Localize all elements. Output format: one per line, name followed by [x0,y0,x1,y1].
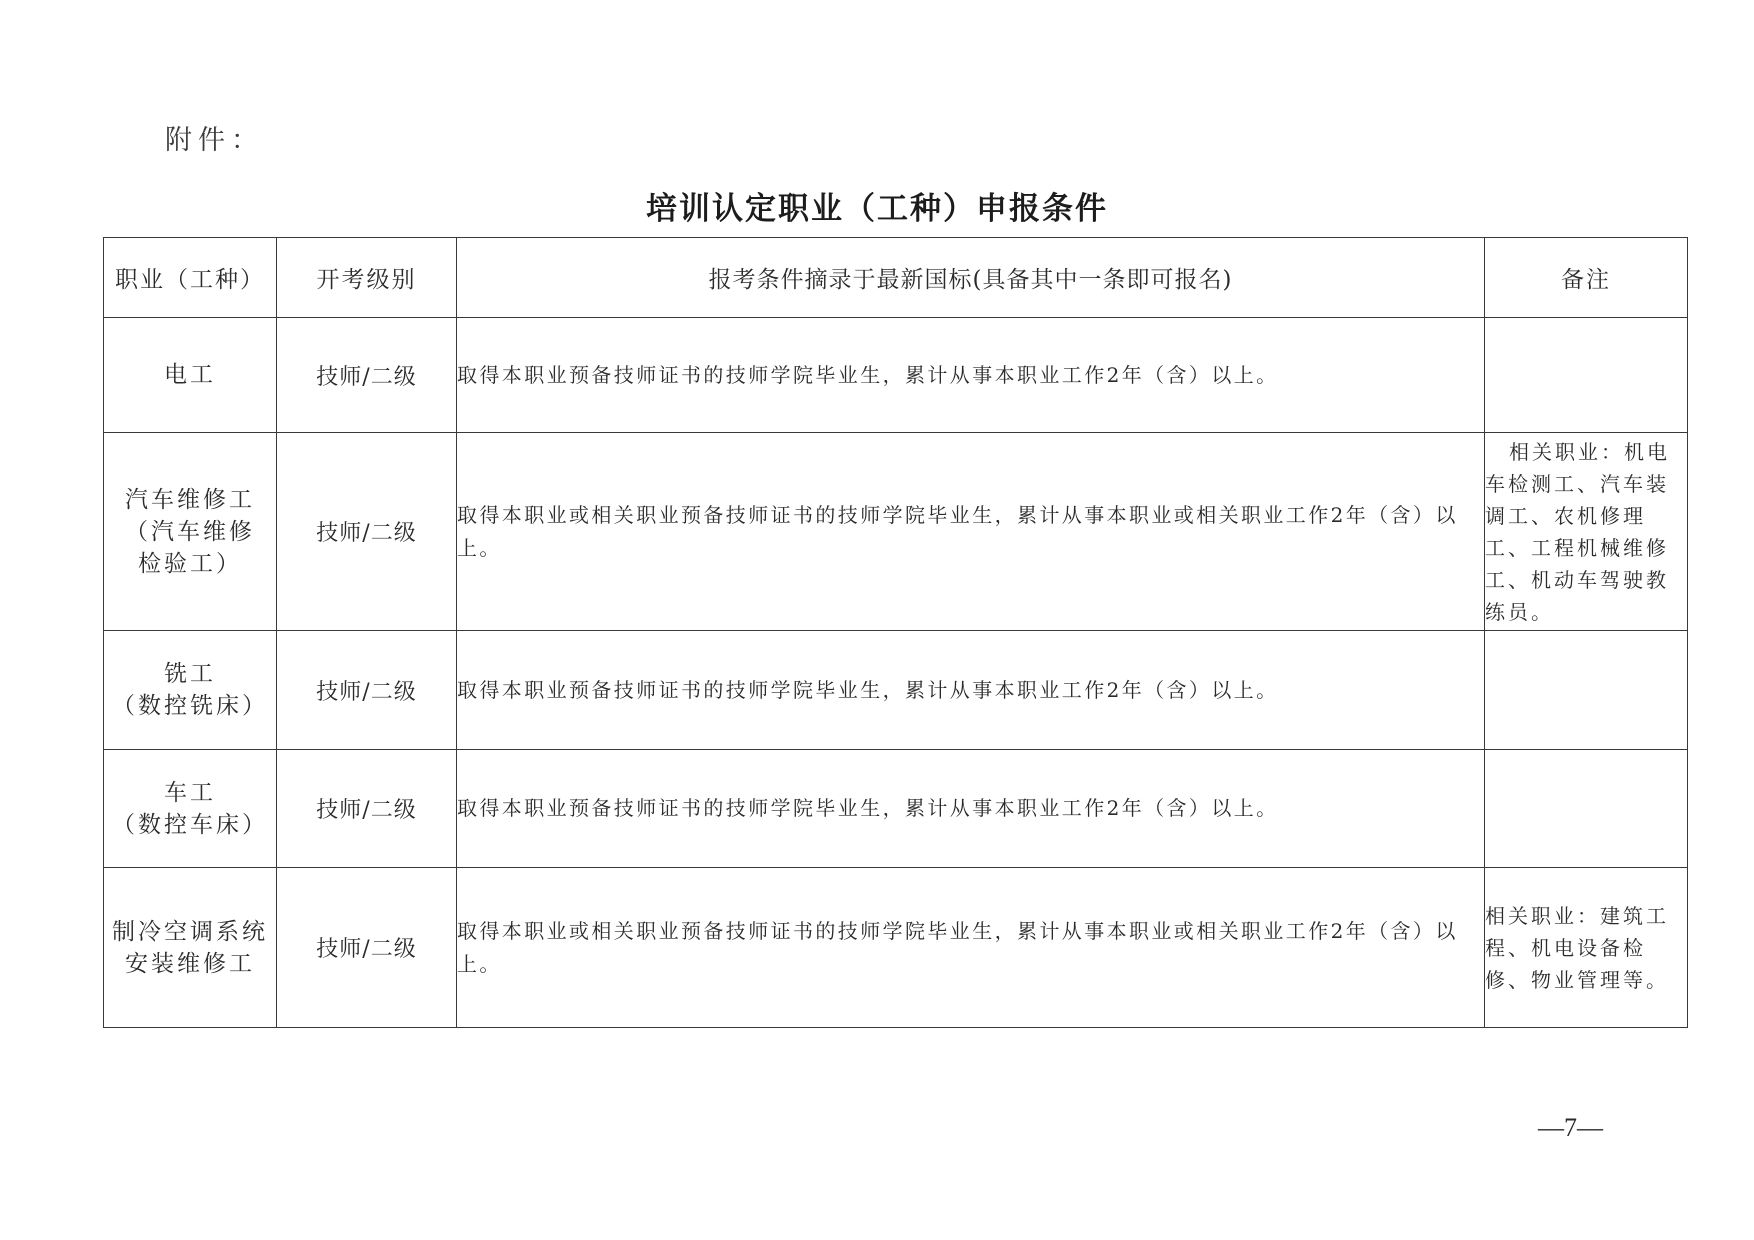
condition-cell: 取得本职业预备技师证书的技师学院毕业生，累计从事本职业工作2年（含）以上。 [457,631,1485,750]
condition-cell: 取得本职业或相关职业预备技师证书的技师学院毕业生，累计从事本职业或相关职业工作2年（含）以上。 [457,868,1485,1028]
header-conditions: 报考条件摘录于最新国标(具备其中一条即可报名) [457,238,1485,318]
occupation-line: 检验工） [138,550,242,577]
occupation-line: 车工 [164,779,216,806]
occupation-cell [104,750,277,868]
occupation-line: （汽车维修 [125,518,255,545]
table-row [104,318,1688,433]
condition-cell: 取得本职业或相关职业预备技师证书的技师学院毕业生，累计从事本职业或相关职业工作2年（含）以上。 [457,433,1485,631]
occupation-line: 电工 [164,362,216,388]
table-row [104,631,1688,750]
occupation-line: 安装维修工 [125,950,255,977]
remark-cell [1485,750,1688,868]
table-row [104,750,1688,868]
conditions-table [103,237,1688,1028]
condition-cell: 取得本职业预备技师证书的技师学院毕业生，累计从事本职业工作2年（含）以上。 [457,750,1485,868]
occupation-cell [104,631,277,750]
occupation-cell [104,433,277,631]
occupation-line: 汽车维修工 [125,486,255,513]
level-cell: 技师/二级 [277,433,457,631]
level-cell: 技师/二级 [277,868,457,1028]
level-cell: 技师/二级 [277,750,457,868]
page-number: —7— [1538,1113,1603,1142]
level-cell: 技师/二级 [277,631,457,750]
occupation-cell [104,318,277,433]
header-level: 开考级别 [277,238,457,318]
table-row [104,433,1688,631]
remark-cell [1485,318,1688,433]
level-cell: 技师/二级 [277,318,457,433]
table-header-row [104,238,1688,318]
occupation-line: 铣工 [164,661,216,687]
occupation-line: （数控车床） [112,811,268,838]
header-occupation: 职业（工种） [104,238,277,318]
remark-text: 相关职业：机电车检测工、汽车装调工、农机修理工、工程机械维修工、机动车驾驶教练员。 [1485,439,1670,624]
occupation-cell [104,868,277,1028]
attachment-label: 附件： [165,125,264,156]
header-remarks: 备注 [1485,238,1688,318]
condition-cell: 取得本职业预备技师证书的技师学院毕业生，累计从事本职业工作2年（含）以上。 [457,318,1485,433]
table-row [104,868,1688,1028]
occupation-line: 制冷空调系统 [112,918,268,945]
remark-cell [1485,631,1688,750]
occupation-line: （数控铣床） [112,693,268,719]
remark-cell: 相关职业：建筑工程、机电设备检修、物业管理等。 [1485,868,1688,1028]
document-title: 培训认定职业（工种）申报条件 [646,191,1108,227]
remark-cell [1485,433,1688,631]
